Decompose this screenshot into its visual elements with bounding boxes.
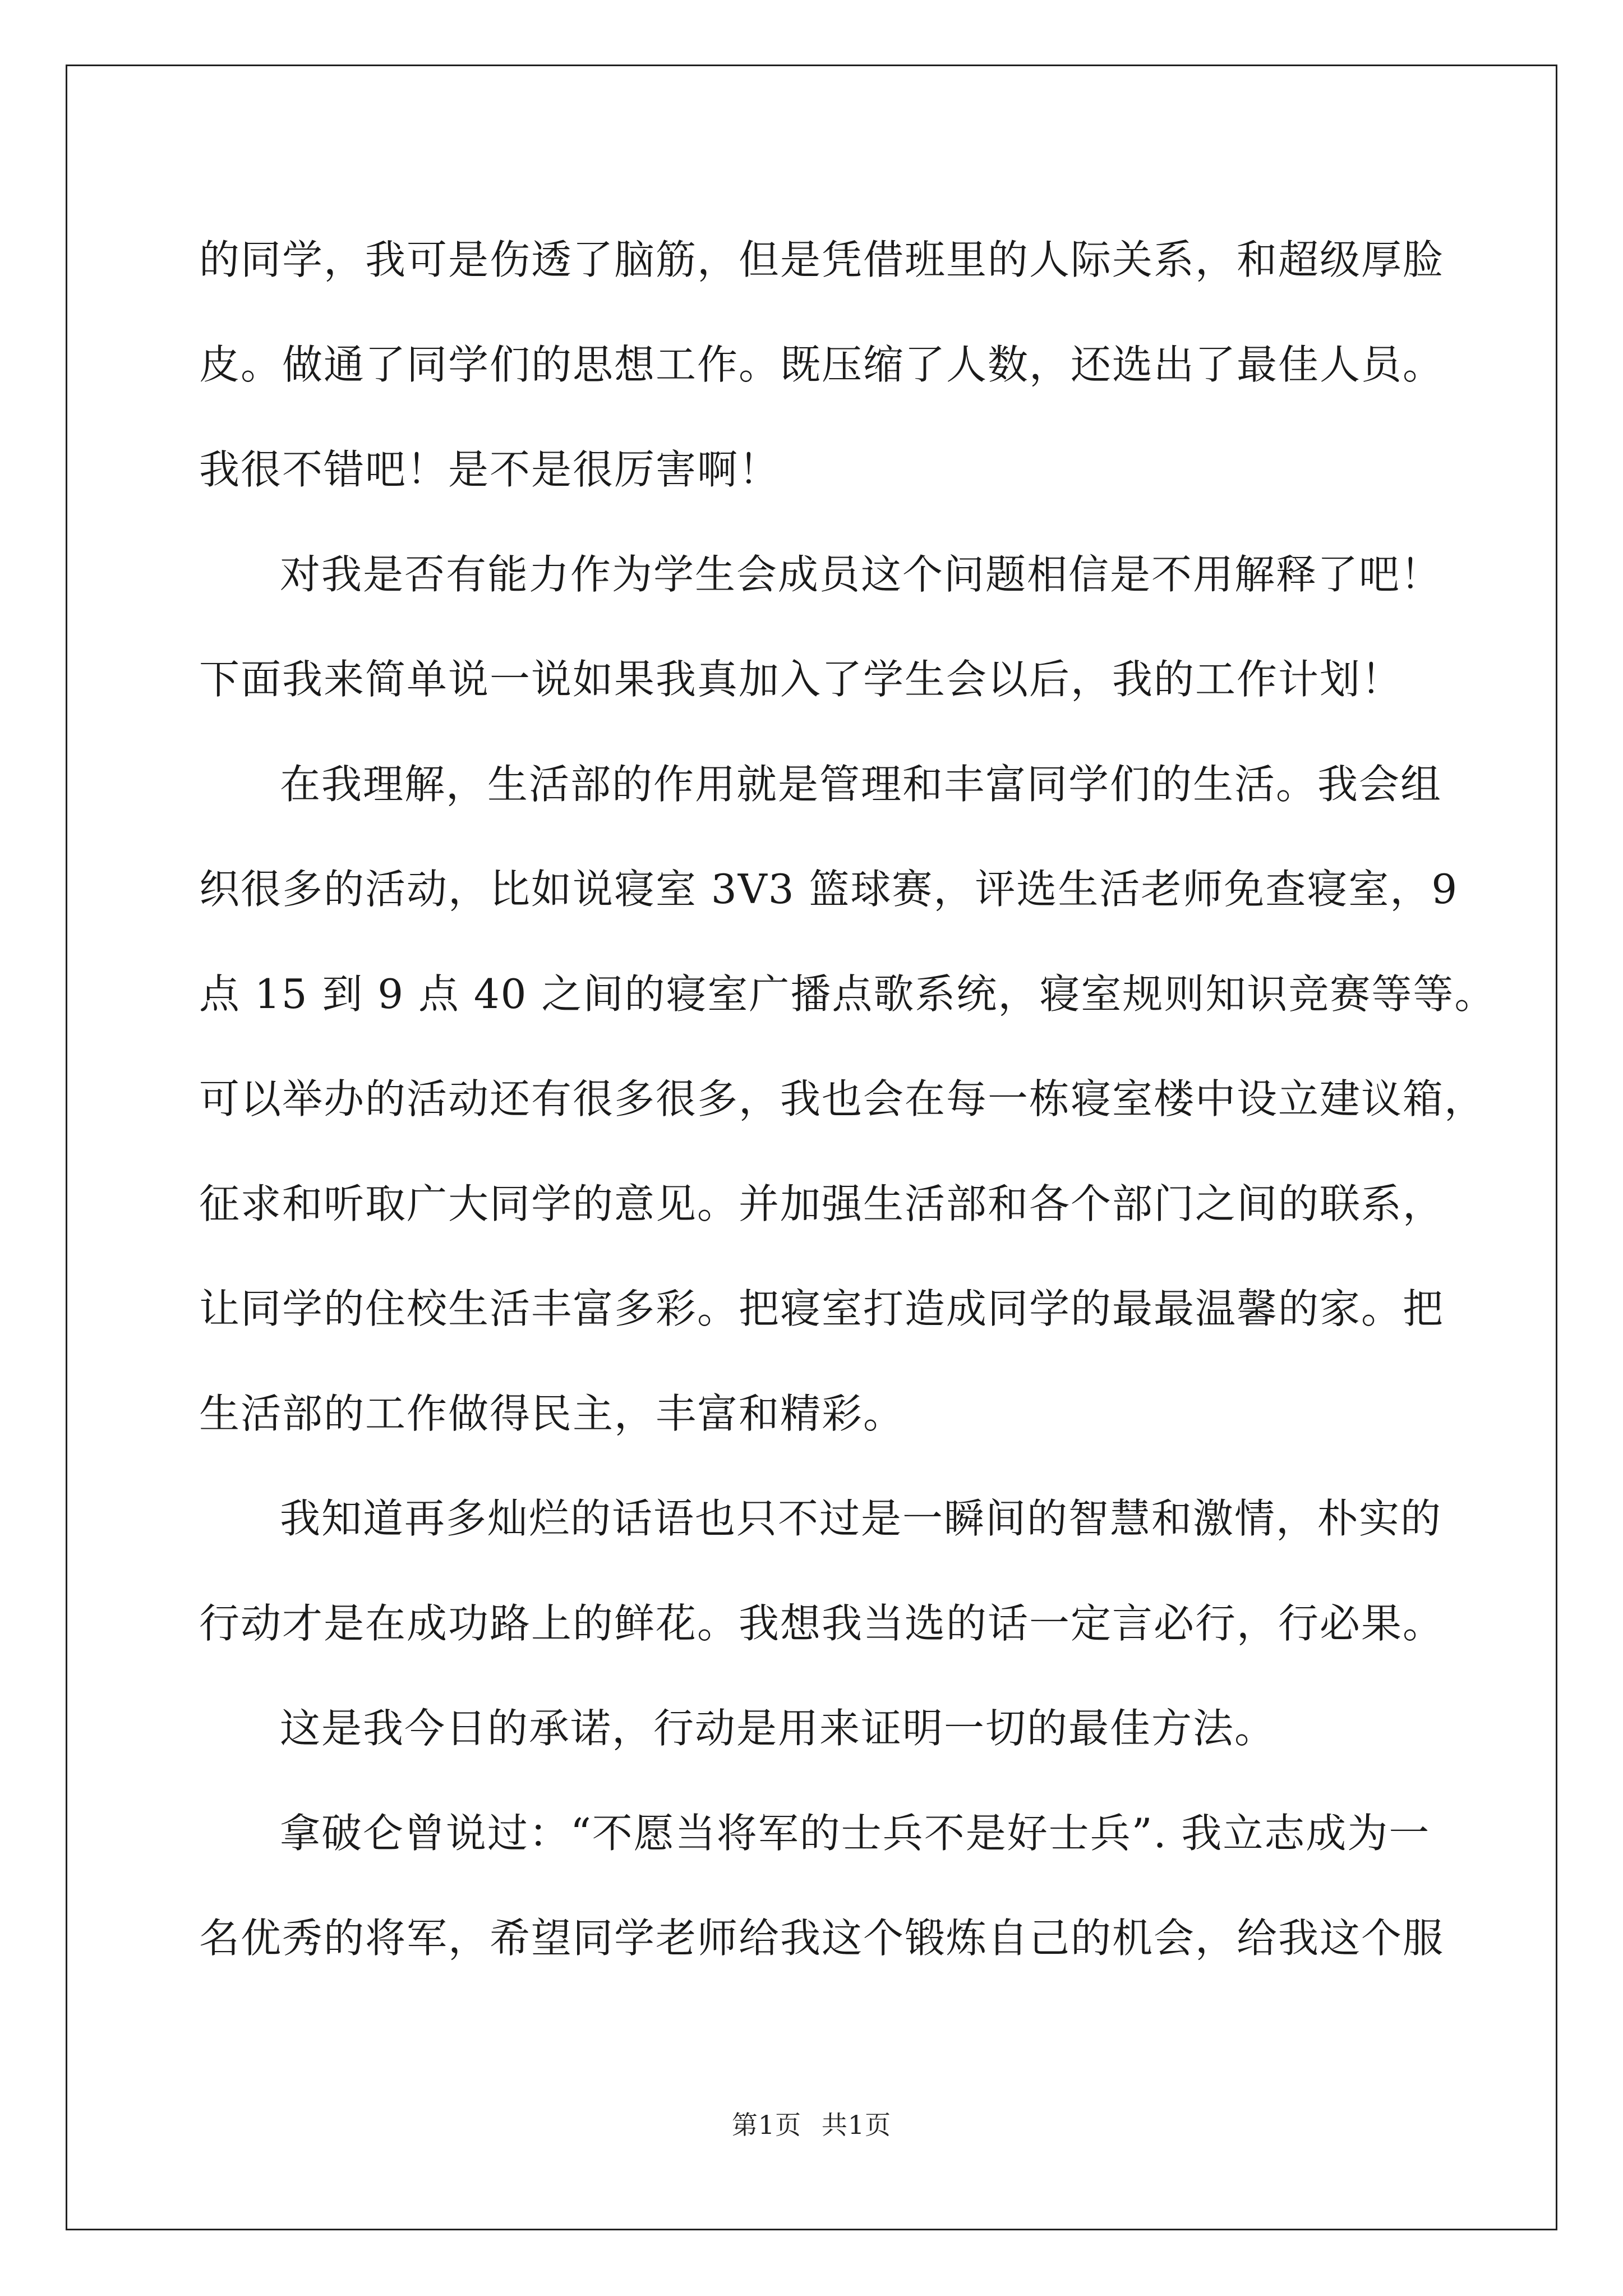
document-body xyxy=(199,208,1496,1991)
page-total: 共1页 xyxy=(821,2110,892,2140)
text-line: 在我理解，生活部的作用就是管理和丰富同学们的生活。我会组 xyxy=(280,761,1442,808)
text-line: 的同学，我可是伤透了脑筋，但是凭借班里的人际关系，和超级厚脸 xyxy=(199,236,1445,283)
text-line: 拿破仑曾说过：“不愿当将军的士兵不是好士兵”. 我立志成为一 xyxy=(280,1810,1431,1857)
text-line: 行动才是在成功路上的鲜花。我想我当选的话一定言必行，行必果。 xyxy=(199,1600,1445,1647)
text-line: 织很多的活动，比如说寝室 3V3 篮球赛，评选生活老师免查寝室，9 xyxy=(199,866,1459,913)
text-line: 可以举办的活动还有很多很多，我也会在每一栋寝室楼中设立建议箱， xyxy=(199,1075,1486,1122)
text-line: 生活部的工作做得民主，丰富和精彩。 xyxy=(199,1390,905,1437)
text-line: 我知道再多灿烂的话语也只不过是一瞬间的智慧和激情，朴实的 xyxy=(280,1495,1442,1542)
text-line: 对我是否有能力作为学生会成员这个问题相信是不用解释了吧！ xyxy=(280,551,1442,598)
text-line: 皮。做通了同学们的思想工作。既压缩了人数，还选出了最佳人员。 xyxy=(199,341,1445,388)
text-line: 名优秀的将军，希望同学老师给我这个锻炼自己的机会，给我这个服 xyxy=(199,1915,1445,1962)
text-line: 征求和听取广大同学的意见。并加强生活部和各个部门之间的联系， xyxy=(199,1180,1445,1227)
text-line: 这是我今日的承诺，行动是用来证明一切的最佳方法。 xyxy=(280,1705,1276,1752)
page-footer xyxy=(0,2105,1623,2142)
text-line: 点 15 到 9 点 40 之间的寝室广播点歌系统，寝室规则知识竞赛等等。 xyxy=(199,970,1496,1018)
text-line: 我很不错吧！是不是很厉害啊！ xyxy=(199,446,781,493)
text-line: 让同学的住校生活丰富多彩。把寝室打造成同学的最最温馨的家。把 xyxy=(199,1285,1445,1332)
page-number: 第1页 xyxy=(731,2110,802,2140)
text-line: 下面我来简单说一说如果我真加入了学生会以后，我的工作计划！ xyxy=(199,656,1403,703)
